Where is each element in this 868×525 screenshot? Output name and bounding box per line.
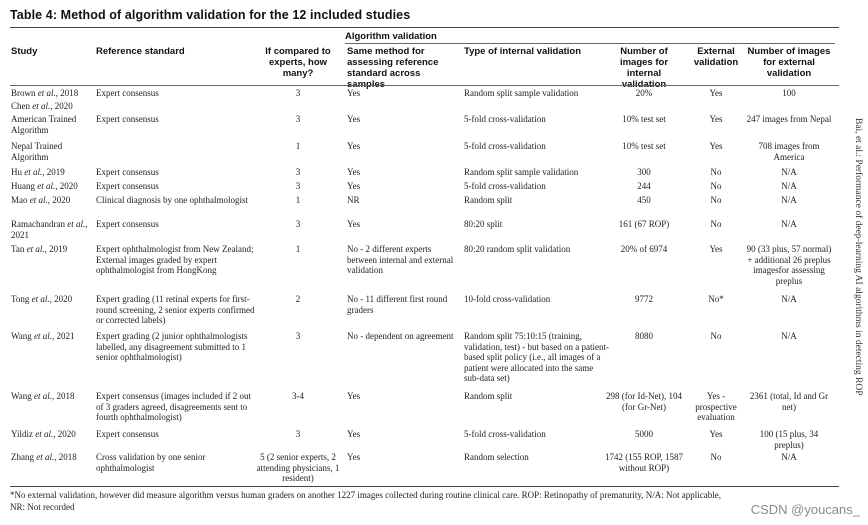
- cell-compared-experts: 3: [295, 219, 301, 229]
- cell-study: Yildiz et al., 2020: [11, 429, 76, 439]
- cell-internal-validation-type: Random split: [464, 195, 513, 205]
- cell-study: Mao et al., 2020: [11, 195, 71, 205]
- cell-same-method: Yes: [347, 167, 361, 177]
- table-title: Table 4: Method of algorithm validation for the 12 included studies: [10, 8, 411, 22]
- header-external-validation: External validation: [693, 46, 739, 68]
- header-compared-experts: If compared to experts, how many?: [265, 46, 331, 79]
- cell-internal-validation-type: Random split: [464, 391, 513, 401]
- cell-study: Tan et al., 2019: [11, 244, 68, 254]
- cell-internal-images: 300: [637, 167, 651, 177]
- cell-compared-experts: 3: [295, 114, 301, 124]
- cell-compared-experts: 1: [295, 141, 301, 151]
- cell-study: Huang et al., 2020: [11, 181, 78, 191]
- cell-external-validation: Yes: [709, 141, 723, 151]
- cell-same-method: No - 11 different first round graders: [347, 294, 448, 315]
- cell-external-images: N/A: [781, 331, 797, 341]
- running-header: Bai, et al.: Performance of deep-learning AI algorithms in detecting ROP: [853, 118, 863, 396]
- cell-same-method: Yes: [347, 114, 361, 124]
- cell-compared-experts: 3: [295, 181, 301, 191]
- cell-internal-images: 10% test set: [622, 114, 666, 124]
- cell-internal-validation-type: 80:20 random split validation: [464, 244, 571, 254]
- cell-external-images: N/A: [781, 181, 797, 191]
- cell-external-validation: No: [710, 452, 722, 462]
- cell-external-images: N/A: [781, 219, 797, 229]
- cell-external-validation: No: [710, 331, 722, 341]
- cell-study: American Trained Algorithm: [11, 114, 77, 135]
- header-external-images: Number of images for external validation: [747, 46, 831, 79]
- cell-reference-standard: Expert consensus: [96, 219, 159, 229]
- cell-external-validation: No: [710, 219, 722, 229]
- cell-internal-validation-type: 80:20 split: [464, 219, 503, 229]
- cell-external-validation: Yes - prospective evaluation: [695, 391, 737, 422]
- cell-same-method: Yes: [347, 181, 361, 191]
- header-rule: [10, 85, 839, 86]
- cell-same-method: Yes: [347, 391, 361, 401]
- cell-study: Zhang et al., 2018: [11, 452, 77, 462]
- cell-same-method: Yes: [347, 88, 361, 98]
- watermark: CSDN @youcans_: [750, 502, 860, 517]
- cell-external-images: N/A: [781, 167, 797, 177]
- cell-same-method: Yes: [347, 452, 361, 462]
- cell-same-method: No - 2 different experts between internal and external validation: [347, 244, 454, 275]
- cell-internal-images: 9772: [635, 294, 653, 304]
- cell-internal-images: 8080: [635, 331, 653, 341]
- cell-internal-images: 1742 (155 ROP, 1587 without ROP): [604, 452, 683, 473]
- cell-study: Wang et al., 2021: [11, 331, 75, 341]
- header-same-method: Same method for assessing reference standard across samples: [347, 46, 439, 90]
- cell-external-validation: No: [710, 167, 722, 177]
- cell-compared-experts: 3: [295, 167, 301, 177]
- cell-external-images: 100 (15 plus, 34 preplus): [759, 429, 819, 450]
- cell-compared-experts: 2: [295, 294, 301, 304]
- cell-external-images: N/A: [781, 195, 797, 205]
- cell-internal-validation-type: 5-fold cross-validation: [464, 141, 546, 151]
- header-internal-images: Number of images for internal validation: [619, 46, 669, 90]
- cell-internal-validation-type: 5-fold cross-validation: [464, 429, 546, 439]
- cell-study: Tong et al., 2020: [11, 294, 73, 304]
- cell-external-validation: Yes: [709, 114, 723, 124]
- cell-external-images: N/A: [781, 452, 797, 462]
- cell-reference-standard: Cross validation by one senior ophthalmologist: [96, 452, 206, 473]
- bottom-rule: [10, 486, 839, 487]
- cell-same-method: Yes: [347, 429, 361, 439]
- cell-external-images: N/A: [781, 294, 797, 304]
- cell-reference-standard: Clinical diagnosis by one ophthalmologist: [96, 195, 248, 205]
- cell-external-validation: Yes: [709, 244, 723, 254]
- cell-reference-standard: Expert consensus: [96, 167, 159, 177]
- cell-external-images: 2361 (total, Id and Gr net): [749, 391, 829, 412]
- cell-reference-standard: Expert consensus: [96, 181, 159, 191]
- footnote-main: *No external validation, however did measure algorithm versus human graders on another 1227 images collected during routine clinical care. ROP: Retinopathy of prematurity, N/A: Not applicable,: [10, 490, 721, 500]
- top-rule: [10, 27, 839, 28]
- cell-external-images: 90 (33 plus, 57 normal) + additional 26 preplus imagesfor assessing preplus: [746, 244, 832, 286]
- cell-internal-validation-type: 5-fold cross-validation: [464, 181, 546, 191]
- cell-internal-validation-type: Random split sample validation: [464, 167, 579, 177]
- cell-study: Nepal Trained Algorithm: [11, 141, 63, 162]
- group-header: Algorithm validation: [345, 31, 437, 42]
- cell-compared-experts: 1: [295, 195, 301, 205]
- cell-reference-standard: Expert ophthalmologist from New Zealand; External images graded by expert ophthalmologist from HongKong: [96, 244, 254, 275]
- cell-same-method: NR: [347, 195, 360, 205]
- cell-internal-validation-type: 5-fold cross-validation: [464, 114, 546, 124]
- footnote-nr: NR: Not recorded: [10, 502, 75, 512]
- cell-internal-images: 20% of 6974: [620, 244, 668, 254]
- cell-external-images: 247 images from Nepal: [746, 114, 832, 124]
- cell-study: Wang et al., 2018: [11, 391, 75, 401]
- cell-external-images: 708 images from America: [758, 141, 820, 162]
- cell-study: Brown et al., 2018: [11, 88, 79, 98]
- cell-internal-images: 298 (for Id-Net), 104 (for Gr-Net): [606, 391, 682, 412]
- cell-reference-standard: Expert consensus: [96, 429, 159, 439]
- header-reference-standard: Reference standard: [96, 46, 185, 57]
- header-study: Study: [11, 46, 38, 57]
- cell-internal-images: 244: [637, 181, 651, 191]
- cell-reference-standard: Expert grading (2 junior ophthalmologists labelled, any disagreement submitted to 1 senior ophthalmologist): [96, 331, 248, 362]
- cell-same-method: Yes: [347, 141, 361, 151]
- cell-study: Hu et al., 2019: [11, 167, 65, 177]
- cell-compared-experts: 3: [295, 331, 301, 341]
- cell-external-validation: Yes: [709, 429, 723, 439]
- header-internal-validation-type: Type of internal validation: [464, 46, 582, 57]
- cell-reference-standard: Expert grading (11 retinal experts for first-round screening, 2 senior experts confirmed or corrected labels): [96, 294, 255, 325]
- cell-internal-validation-type: Random selection: [464, 452, 529, 462]
- cell-internal-validation-type: Random split sample validation: [464, 88, 579, 98]
- cell-study: Ramachandran et al., 2021: [11, 219, 88, 240]
- cell-reference-standard: Expert consensus: [96, 88, 159, 98]
- cell-internal-images: 5000: [635, 429, 653, 439]
- cell-external-validation: No: [710, 181, 722, 191]
- cell-compared-experts: 5 (2 senior experts, 2 attending physicians, 1 resident): [256, 452, 340, 483]
- cell-internal-validation-type: 10-fold cross-validation: [464, 294, 551, 304]
- cell-same-method: No - dependent on agreement: [347, 331, 454, 341]
- cell-external-images: 100: [782, 88, 796, 98]
- group-rule: [345, 43, 835, 44]
- cell-internal-validation-type: Random split 75:10:15 (training, validation, test) - but based on a patient-based split policy (i.e., all images of a patient were allocated into the same sub-data set): [464, 331, 609, 383]
- cell-internal-images: 10% test set: [622, 141, 666, 151]
- cell-reference-standard: Expert consensus (images included if 2 out of 3 graders agreed, disagreements sent to fourth ophthalmologist): [96, 391, 251, 422]
- cell-compared-experts: 3: [295, 88, 301, 98]
- cell-internal-images: 20%: [635, 88, 653, 98]
- cell-reference-standard: Expert consensus: [96, 114, 159, 124]
- cell-compared-experts: 1: [295, 244, 301, 254]
- cell-compared-experts: 3-4: [292, 391, 304, 401]
- cell-external-validation: No: [710, 195, 722, 205]
- cell-external-validation: No*: [708, 294, 724, 304]
- cell-same-method: Yes: [347, 219, 361, 229]
- cell-internal-images: 450: [637, 195, 651, 205]
- cell-study: Chen et al., 2020: [11, 101, 73, 111]
- cell-compared-experts: 3: [295, 429, 301, 439]
- cell-internal-images: 161 (67 ROP): [618, 219, 670, 229]
- cell-external-validation: Yes: [709, 88, 723, 98]
